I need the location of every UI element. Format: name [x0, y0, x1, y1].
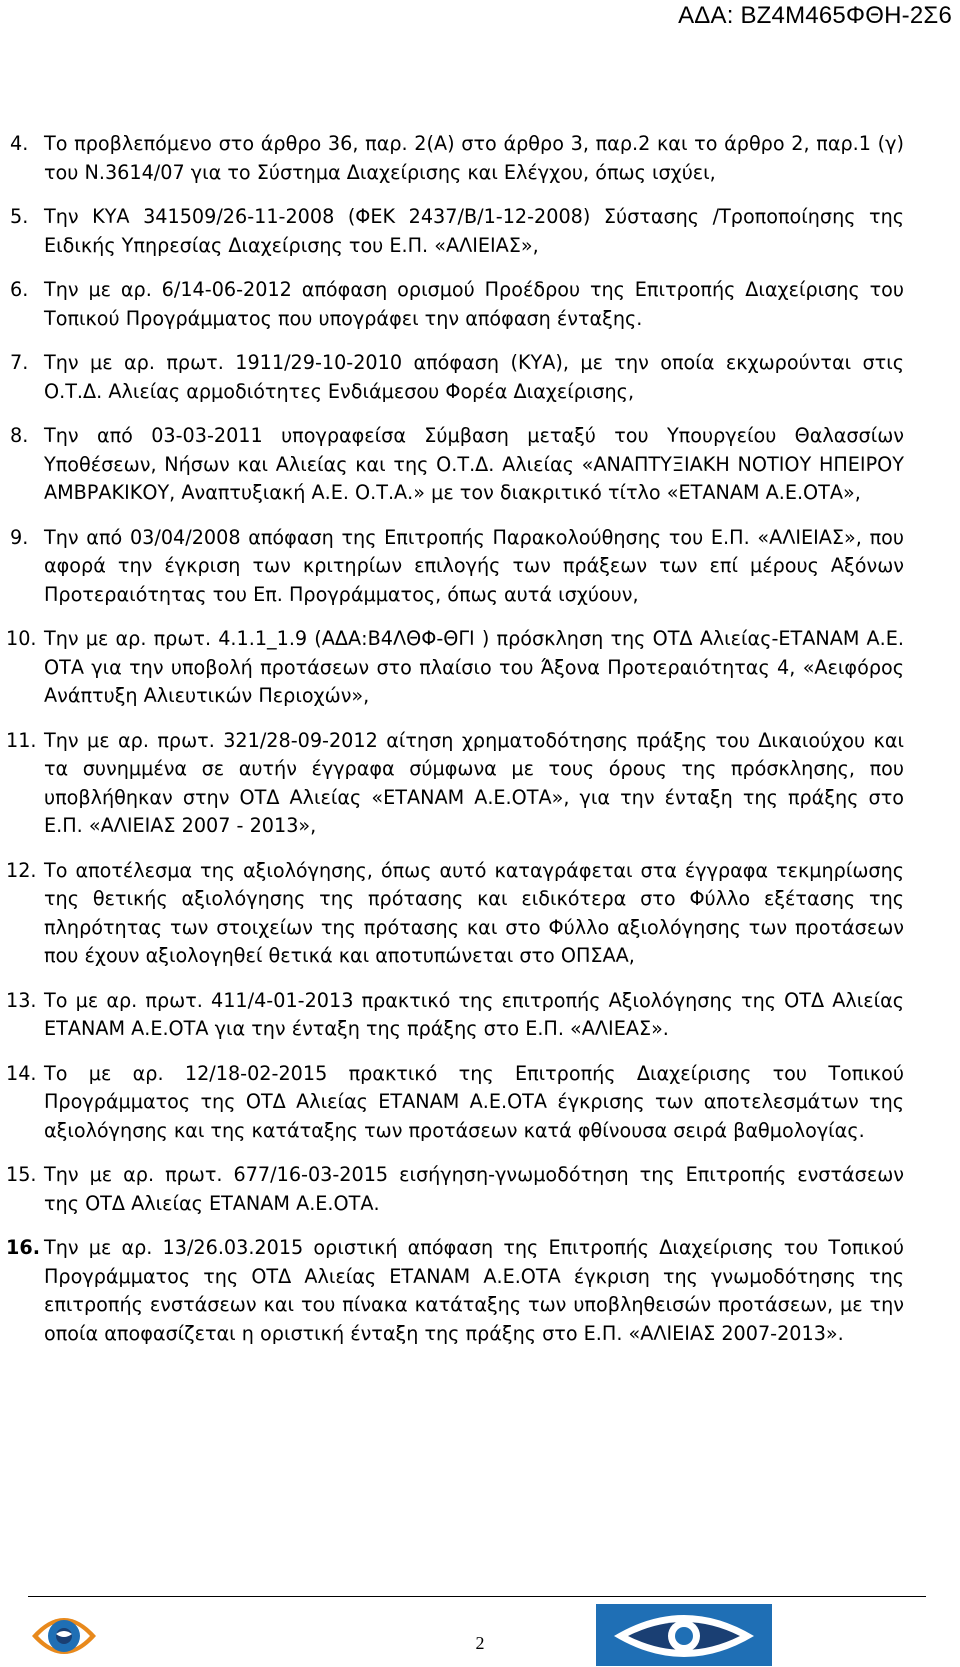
item-number: 4. — [10, 132, 29, 155]
item-number: 11. — [6, 728, 37, 752]
item-text: Το με αρ. 12/18-02-2015 πρακτικό της Επιτροπής Διαχείρισης του Τοπικού Προγράμματος της ΟΤΔ Αλιείας ΕΤΑΝΑΜ Α.Ε.ΟΤΑ έγκρισης των αποτελεσμάτων της αξιολόγησης και της κατάταξης των προτάσεων κατά φθίνουσα σειρά βαθμολογίας. — [44, 1061, 904, 1142]
item-text: Το αποτέλεσμα της αξιολόγησης, όπως αυτό καταγράφεται στα έγγραφα τεκμηρίωσης της θετικής αξιολόγησης της πρότασης και ειδικότερα στο Φύλλο εξέτασης της πληρότητας των στοιχείων της πρότασης και στο Φύλλο αξιολόγησης των προτάσεων που έχουν αξιολογηθεί θετικά και αποτυπώνεται στο ΟΠΣΑΑ, — [44, 858, 904, 967]
item-text: Την με αρ. 6/14-06-2012 απόφαση ορισμού Προέδρου της Επιτροπής Διαχείρισης του Τοπικού Προγράμματος που υπογράφει την απόφαση ένταξης. — [44, 278, 904, 330]
decision-list — [0, 130, 960, 1348]
operational-programme-eye-logo-icon — [594, 1600, 774, 1667]
list-item-9 — [10, 524, 904, 610]
list-item-7 — [10, 349, 904, 406]
list-item-10 — [6, 625, 904, 711]
item-number: 14. — [6, 1061, 37, 1085]
item-number: 13. — [6, 988, 37, 1012]
footer-divider — [28, 1596, 926, 1597]
list-item-11 — [6, 727, 904, 841]
item-number: 7. — [10, 351, 29, 374]
list-item-13 — [6, 987, 904, 1044]
item-text: Την από 03-03-2011 υπογραφείσα Σύμβαση μεταξύ του Υπουργείου Θαλασσίων Υποθέσεων, Νήσων και Αλιείας και της Ο.Τ.Δ. Αλιείας «ΑΝΑΠΤΥΞΙΑΚΗ ΝΟΤΙΟΥ ΗΠΕΙΡΟΥ ΑΜΒΡΑΚΙΚΟΥ, Αναπτυξιακή Α.Ε. Ο.Τ.Α.» με τον διακριτικό τίτλο «ΕΤΑΝΑΜ Α.Ε.ΟΤΑ», — [44, 424, 904, 504]
ada-header: ΑΔΑ: ΒΖ4Μ465ΦΘΗ-2Σ6 — [678, 2, 952, 29]
item-number: 5. — [10, 205, 29, 228]
item-text: Το προβλεπόμενο στο άρθρο 36, παρ. 2(Α) στο άρθρο 3, παρ.2 και το άρθρο 2, παρ.1 (γ) του Ν.3614/07 για το Σύστημα Διαχείρισης και Ελέγχου, όπως ισχύει, — [44, 132, 904, 184]
item-number: 8. — [10, 424, 29, 447]
item-number: 16. — [6, 1236, 40, 1259]
list-item-16 — [6, 1234, 904, 1348]
list-item-15 — [6, 1161, 904, 1218]
item-text: Την με αρ. πρωτ. 677/16-03-2015 εισήγηση-γνωμοδότηση της Επιτροπής ενστάσεων της ΟΤΔ Αλιείας ΕΤΑΝΑΜ Α.Ε.ΟΤΑ. — [44, 1163, 904, 1215]
item-text: Την με αρ. πρωτ. 321/28-09-2012 αίτηση χρηματοδότησης πράξης του Δικαιούχου και τα συνημμένα σε αυτήν έγγραφα σύμφωνα με τους όρους της πρόσκλησης, που υποβλήθηκαν στην ΟΤΔ Αλιείας «ΕΤΑΝΑΜ Α.Ε.ΟΤΑ», για την ένταξη της πράξης στο Ε.Π. «ΑΛΙΕΙΑΣ 2007 - 2013», — [44, 728, 904, 837]
item-number: 6. — [10, 278, 29, 301]
list-item-8 — [10, 422, 904, 508]
item-number: 12. — [6, 858, 37, 882]
item-text: Την με αρ. πρωτ. 1911/29-10-2010 απόφαση (ΚΥΑ), με την οποία εκχωρούνται στις Ο.Τ.Δ. Αλιείας αρμοδιότητες Ενδιάμεσου Φορέα Διαχείρισης, — [44, 351, 904, 403]
page-number: 2 — [475, 1633, 485, 1653]
item-text: Την ΚΥΑ 341509/26-11-2008 (ΦΕΚ 2437/Β/1-12-2008) Σύστασης /Τροποποίησης της Ειδικής Υπηρεσίας Διαχείρισης του Ε.Π. «ΑΛΙΕΙΑΣ», — [44, 205, 904, 257]
list-item-4 — [10, 130, 904, 187]
item-text: Την με αρ. 13/26.03.2015 οριστική απόφαση της Επιτροπής Διαχείρισης του Τοπικού Προγράμματος της ΟΤΔ Αλιείας ΕΤΑΝΑΜ Α.Ε.ΟΤΑ έγκριση της γνωμοδότησης της επιτροπής ενστάσεων και του πίνακα κατάταξης των υποβληθεισών προτάσεων, με την οποία αποφασίζεται η οριστική ένταξη της πράξης στο Ε.Π. «ΑΛΙΕΙΑΣ 2007-2013». — [44, 1236, 904, 1345]
item-text: Το με αρ. πρωτ. 411/4-01-2013 πρακτικό της επιτροπής Αξιολόγησης της ΟΤΔ Αλιείας ΕΤΑΝΑΜ Α.Ε.ΟΤΑ για την ένταξη της πράξης στο Ε.Π. «ΑΛΙΕΑΣ». — [44, 988, 904, 1040]
item-number: 15. — [6, 1163, 37, 1186]
list-item-12 — [6, 857, 904, 971]
item-number: 10. — [6, 627, 37, 650]
list-item-6 — [10, 276, 904, 333]
item-number: 9. — [10, 525, 29, 549]
list-item-14 — [6, 1060, 904, 1146]
list-item-5 — [10, 203, 904, 260]
item-text: Την από 03/04/2008 απόφαση της Επιτροπής Παρακολούθησης του Ε.Π. «ΑΛΙΕΙΑΣ», που αφορά την έγκριση των κριτηρίων επιλογής των πράξεων των επί μέρους Αξόνων Προτεραιότητας του Επ. Προγράμματος, όπως αυτά ισχύουν, — [44, 525, 904, 606]
item-text: Την με αρ. πρωτ. 4.1.1_1.9 (ΑΔΑ:Β4ΛΘΦ-ΘΓΙ ) πρόσκληση της ΟΤΔ Αλιείας-ΕΤΑΝΑΜ Α.Ε. ΟΤΑ για την υποβολή προτάσεων στο πλαίσιο του Άξονα Προτεραιότητας 4, «Αειφόρος Ανάπτυξη Αλιευτικών Περιοχών», — [44, 627, 904, 707]
